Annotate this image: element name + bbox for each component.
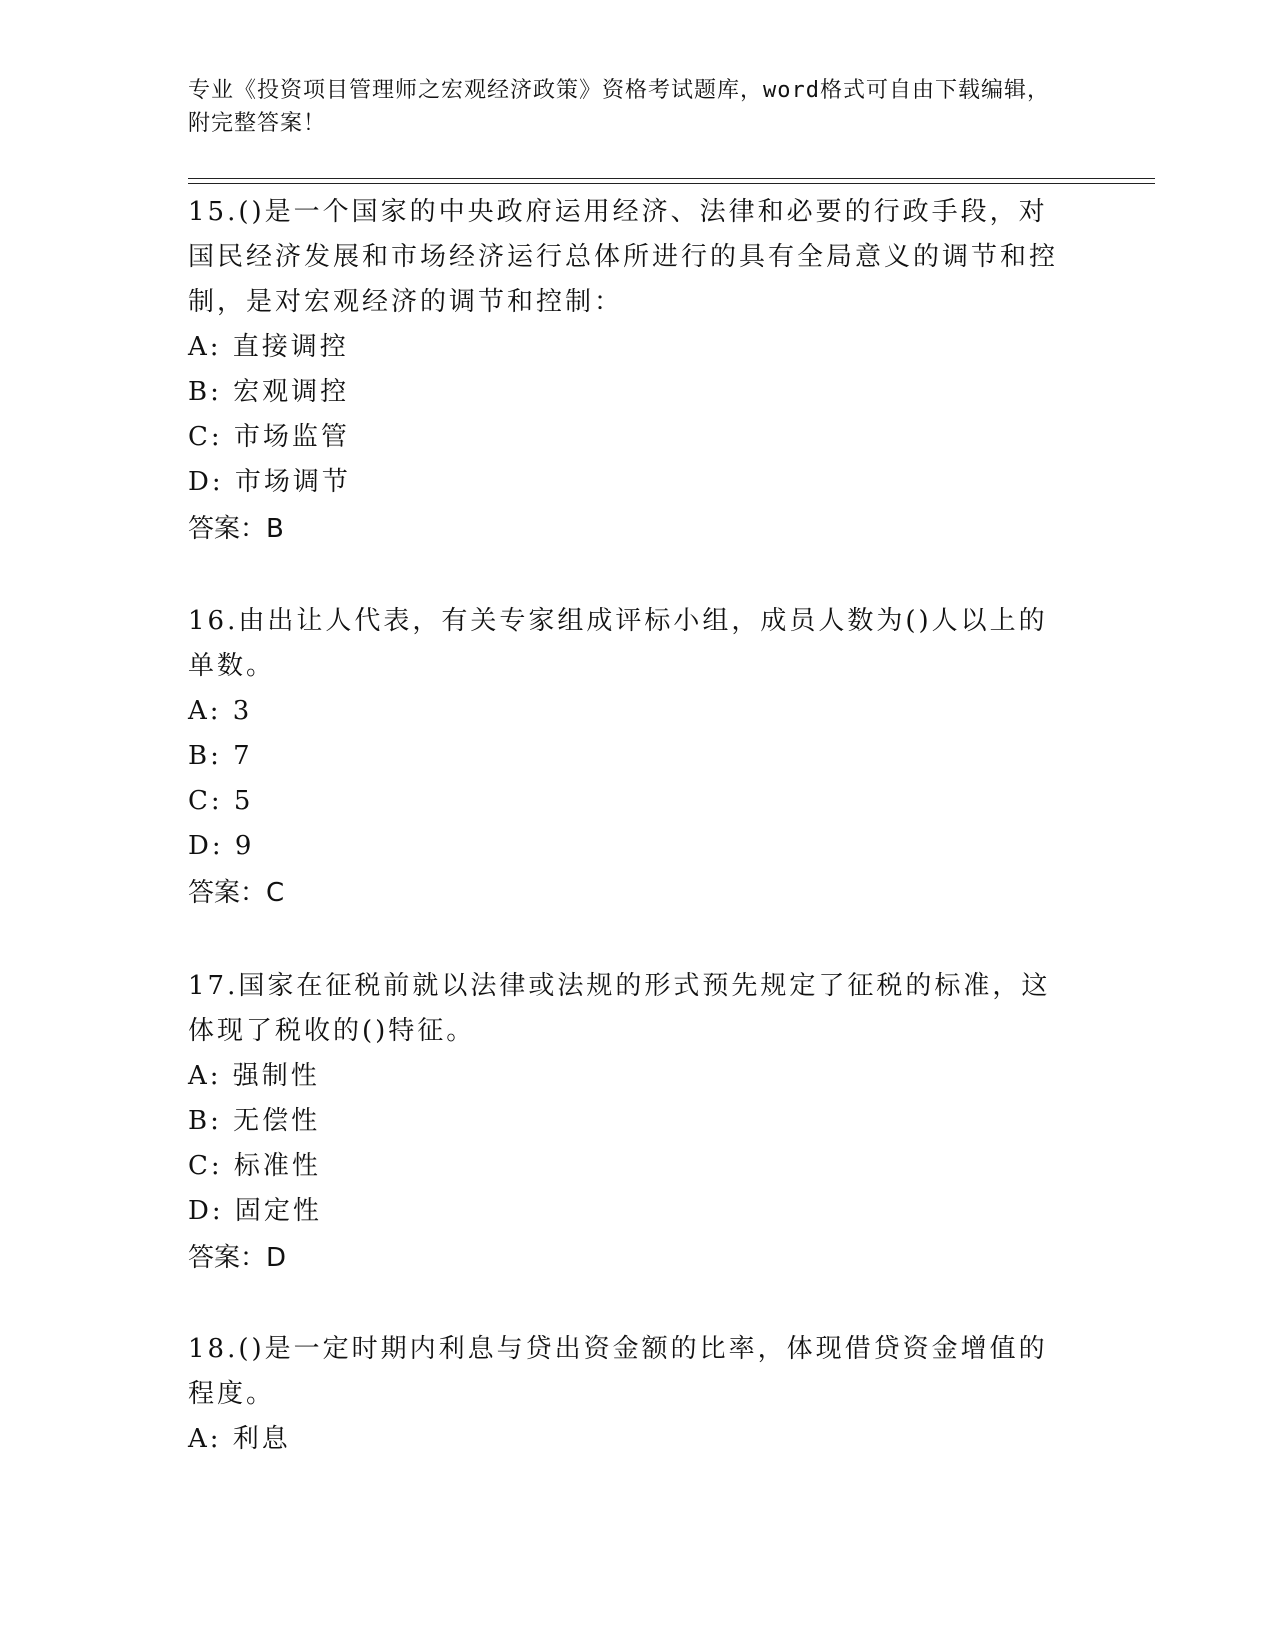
option-d: D: 市场调节 — [188, 467, 351, 497]
answer-line: 答案：B — [188, 514, 284, 544]
question-stem: 15.()是一个国家的中央政府运用经济、法律和必要的行政手段，对国民经济发展和市场经济运行总体所进行的具有全局意义的调节和控制，是对宏观经济的调节和控制： — [188, 197, 1059, 317]
document-intro: 专业《投资项目管理师之宏观经济政策》资格考试题库，word格式可自由下载编辑，附完整答案！ — [188, 78, 1050, 136]
option-b: B: 7 — [188, 741, 253, 771]
question-stem: 18.()是一定时期内利息与贷出资金额的比率，体现借贷资金增值的程度。 — [188, 1334, 1048, 1409]
question-18 — [188, 1327, 1068, 1462]
question-15 — [188, 190, 1068, 553]
option-b: B: 无偿性 — [188, 1106, 321, 1136]
option-a: A: 3 — [188, 696, 253, 726]
question-16 — [188, 599, 1068, 917]
option-a: A: 强制性 — [188, 1061, 320, 1091]
option-a: A: 直接调控 — [188, 332, 349, 362]
header-divider-bottom — [188, 183, 1155, 184]
question-stem: 17.国家在征税前就以法律或法规的形式预先规定了征税的标准，这体现了税收的()特征。 — [188, 971, 1051, 1046]
option-a: A: 利息 — [188, 1424, 291, 1454]
question-stem: 16.由出让人代表，有关专家组成评标小组，成员人数为()人以上的单数。 — [188, 606, 1048, 681]
option-c: C: 标准性 — [188, 1151, 321, 1181]
answer-line: 答案：D — [188, 1243, 287, 1273]
header-divider-top — [188, 178, 1155, 179]
question-17 — [188, 964, 1068, 1282]
option-b: B: 宏观调控 — [188, 377, 350, 407]
answer-line: 答案：C — [188, 878, 285, 908]
option-c: C: 5 — [188, 786, 254, 816]
option-d: D: 9 — [188, 831, 255, 861]
option-d: D: 固定性 — [188, 1196, 322, 1226]
option-c: C: 市场监管 — [188, 422, 350, 452]
